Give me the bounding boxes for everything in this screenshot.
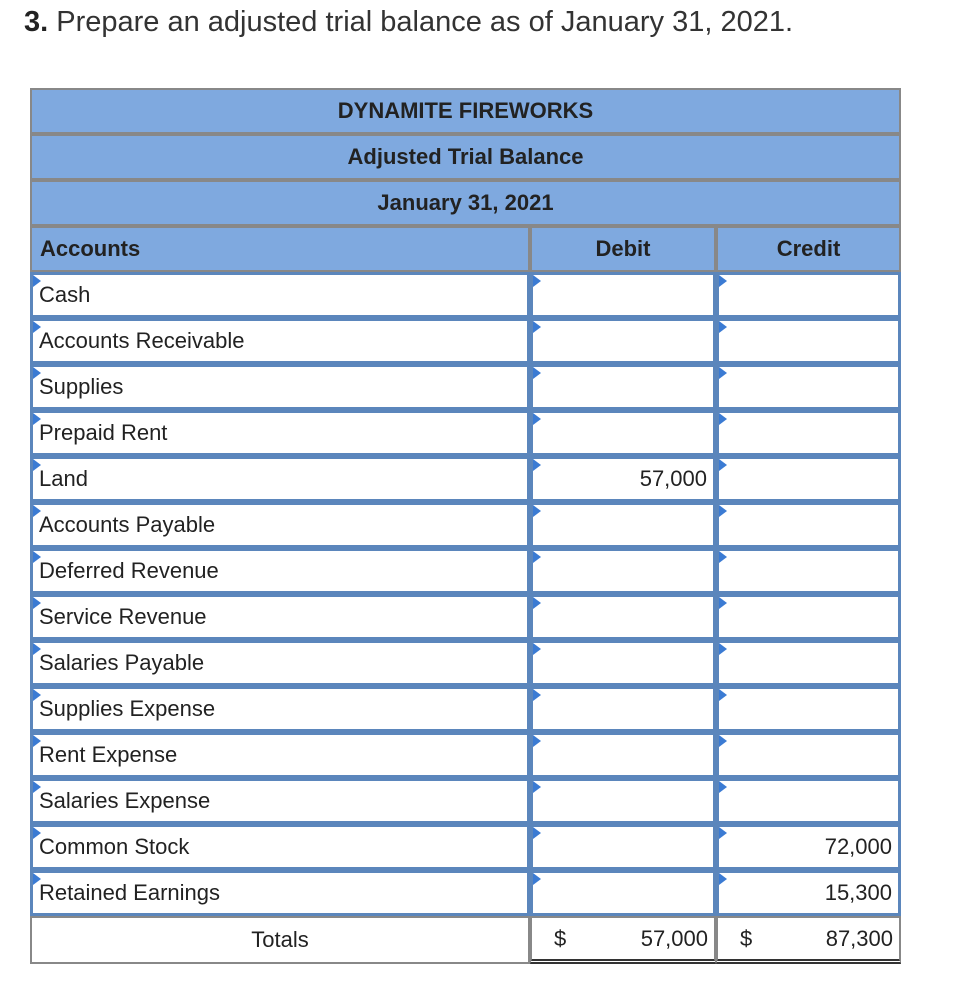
table-row [30, 778, 901, 824]
account-select[interactable]: Supplies [30, 364, 530, 410]
account-select[interactable]: Salaries Payable [30, 640, 530, 686]
totals-label-text: Totals [251, 927, 309, 952]
table-row [30, 686, 901, 732]
company-name: DYNAMITE FIREWORKS [30, 88, 901, 134]
debit-input[interactable] [530, 778, 716, 824]
debit-input[interactable] [530, 824, 716, 870]
credit-input[interactable] [716, 640, 901, 686]
table-row [30, 272, 901, 318]
debit-column-header: Debit [530, 226, 716, 272]
credit-input[interactable] [716, 456, 901, 502]
credit-input[interactable]: 72,000 [716, 824, 901, 870]
account-select[interactable]: Cash [30, 272, 530, 318]
table-row [30, 318, 901, 364]
account-select[interactable]: Accounts Payable [30, 502, 530, 548]
debit-input[interactable] [530, 732, 716, 778]
table-row [30, 364, 901, 410]
credit-input[interactable] [716, 502, 901, 548]
table-row [30, 456, 901, 502]
account-select[interactable]: Accounts Receivable [30, 318, 530, 364]
credit-input[interactable]: 15,300 [716, 870, 901, 916]
question-text [24, 2, 793, 42]
table-row [30, 870, 901, 916]
table-row [30, 732, 901, 778]
debit-input[interactable] [530, 502, 716, 548]
table-row [30, 410, 901, 456]
totals-row [30, 916, 901, 964]
account-select[interactable]: Service Revenue [30, 594, 530, 640]
table-row [30, 594, 901, 640]
table-row [30, 640, 901, 686]
credit-input[interactable] [716, 594, 901, 640]
debit-total [530, 916, 716, 964]
credit-input[interactable] [716, 410, 901, 456]
table-row [30, 548, 901, 594]
table-row [30, 824, 901, 870]
credit-input[interactable] [716, 548, 901, 594]
dollar-sign: $ [740, 925, 753, 951]
credit-column-header: Credit [716, 226, 901, 272]
account-select[interactable]: Supplies Expense [30, 686, 530, 732]
debit-input[interactable] [530, 594, 716, 640]
account-select[interactable]: Retained Earnings [30, 870, 530, 916]
credit-input[interactable] [716, 686, 901, 732]
account-select[interactable]: Rent Expense [30, 732, 530, 778]
credit-input[interactable] [716, 732, 901, 778]
account-select[interactable]: Land [30, 456, 530, 502]
credit-total [716, 916, 901, 964]
table-row [30, 502, 901, 548]
question-prompt: Prepare an adjusted trial balance as of January 31, 2021. [56, 6, 794, 38]
column-header-row [30, 226, 901, 272]
debit-input[interactable] [530, 410, 716, 456]
credit-input[interactable] [716, 364, 901, 410]
account-select[interactable]: Prepaid Rent [30, 410, 530, 456]
debit-input[interactable]: 57,000 [530, 456, 716, 502]
account-select[interactable]: Common Stock [30, 824, 530, 870]
debit-input[interactable] [530, 272, 716, 318]
debit-input[interactable] [530, 640, 716, 686]
statement-title: Adjusted Trial Balance [30, 134, 901, 180]
debit-input[interactable] [530, 364, 716, 410]
credit-input[interactable] [716, 272, 901, 318]
debit-total-value: 57,000 [640, 925, 708, 951]
debit-input[interactable] [530, 870, 716, 916]
dollar-sign: $ [554, 925, 567, 951]
totals-label [30, 916, 530, 964]
credit-input[interactable] [716, 778, 901, 824]
credit-total-value: 87,300 [825, 925, 893, 951]
accounts-column-header: Accounts [30, 226, 530, 272]
account-select[interactable]: Deferred Revenue [30, 548, 530, 594]
question-number: 3. [24, 6, 49, 38]
debit-input[interactable] [530, 686, 716, 732]
statement-date: January 31, 2021 [30, 180, 901, 226]
debit-input[interactable] [530, 548, 716, 594]
credit-input[interactable] [716, 318, 901, 364]
account-select[interactable]: Salaries Expense [30, 778, 530, 824]
debit-input[interactable] [530, 318, 716, 364]
